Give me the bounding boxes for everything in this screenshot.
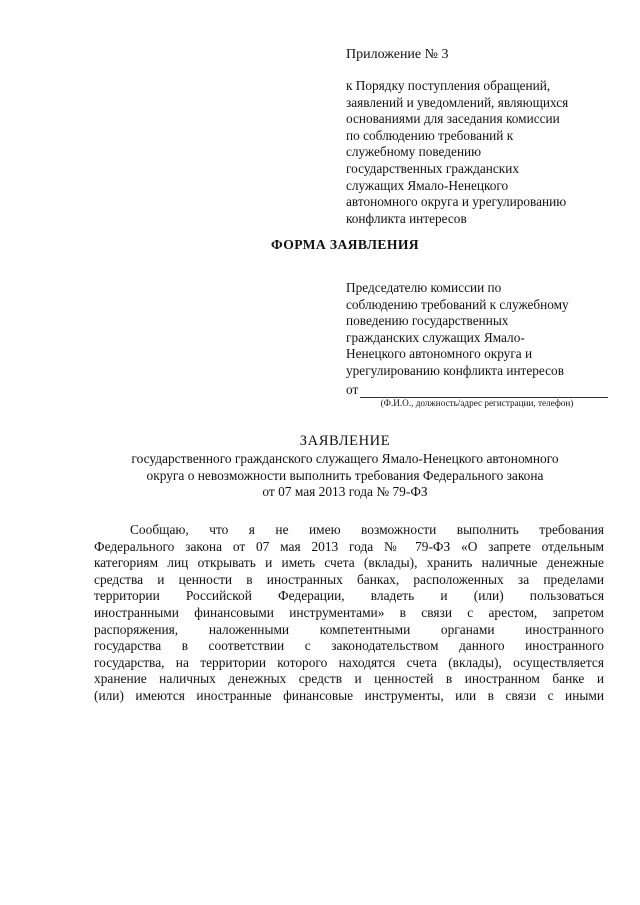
addressee-line: Председателю комиссии по — [346, 280, 502, 295]
from-field[interactable] — [346, 382, 608, 398]
from-caption: (Ф.И.О., должность/адрес регистрации, телефон) — [380, 398, 574, 408]
statement-subtitle-line: от 07 мая 2013 года № 79-ФЗ — [262, 484, 428, 500]
appendix-line: основаниями для заседания комиссии — [346, 111, 560, 127]
body-line: распоряжения, наложенными компетентными органами иностранного — [94, 621, 604, 637]
addressee-line: Ненецкого автономного округа и — [346, 346, 533, 362]
form-title: ФОРМА ЗАЯВЛЕНИЯ — [270, 237, 420, 252]
from-blank-line[interactable] — [360, 385, 608, 398]
body-line: (или) имеются иностранные финансовые инструменты, или в связи с иными — [94, 687, 604, 703]
from-label: от — [346, 382, 359, 397]
addressee-line: соблюдению требований к служебному — [346, 296, 569, 312]
addressee-line: гражданских служащих Ямало- — [346, 329, 525, 345]
appendix-line: государственных гражданских — [346, 160, 520, 176]
addressee-line: поведению государственных — [346, 313, 509, 329]
body-line: хранение наличных денежных средств и ценностей в иностранном банке и — [94, 671, 604, 687]
body-line: иностранными финансовыми инструментами» в связи с арестом, запретом — [94, 604, 604, 620]
body-line: территории Российской Федерации, владеть и (или) пользоваться — [94, 588, 604, 604]
appendix-line: служащих Ямало-Ненецкого — [346, 177, 509, 193]
appendix-line: служебному поведению — [346, 144, 482, 160]
appendix-reference — [346, 78, 616, 227]
appendix-line: автономного округа и урегулированию — [346, 194, 567, 210]
body-line: государства, на территории которого находятся счета (вклады), осуществляется — [94, 654, 604, 670]
appendix-line: заявлений и уведомлений, являющихся — [346, 94, 569, 110]
statement-body — [94, 522, 604, 705]
addressee-block — [346, 280, 616, 380]
addressee-line: урегулированию конфликта интересов — [346, 362, 564, 378]
statement-title: ЗАЯВЛЕНИЕ — [299, 433, 391, 449]
body-line: категориям лиц открывать и иметь счета (вклады), хранить наличные денежные — [94, 555, 604, 571]
appendix-line: по соблюдению требований к — [346, 127, 514, 143]
body-line: средства и ценности в иностранных банках, расположенных за пределами — [94, 571, 604, 587]
statement-subtitle-line: округа о невозможности выполнить требования Федерального закона — [146, 467, 544, 483]
statement-subtitle — [0, 451, 640, 501]
body-line: Федерального закона от 07 мая 2013 года № 79-ФЗ «О запрете отдельным — [94, 538, 604, 554]
statement-subtitle-line: государственного гражданского служащего Ямало-Ненецкого автономного — [131, 451, 559, 466]
appendix-title: Приложение № 3 — [346, 47, 449, 62]
body-line: государства в соответствии с законодательством данного иностранного — [94, 638, 604, 654]
body-line: Сообщаю, что я не имею возможности выполнить требования — [130, 522, 604, 537]
appendix-line: конфликта интересов — [346, 210, 467, 226]
appendix-line: к Порядку поступления обращений, — [346, 78, 551, 93]
